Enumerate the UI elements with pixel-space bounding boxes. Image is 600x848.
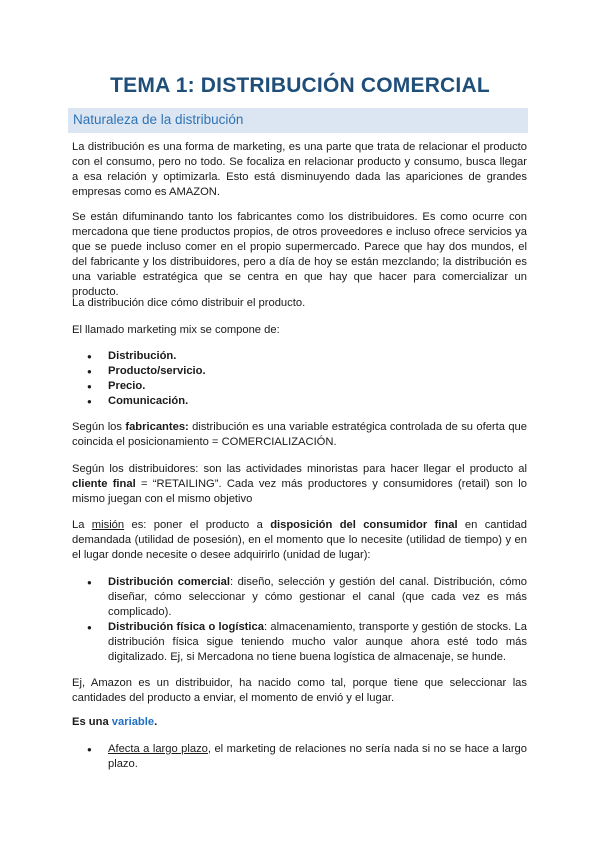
list-item: ● Distribución física o logística: almacenamiento, transporte y gestión de stocks. La distribución física sigue teniendo mucho valor aunque ahora esté todo más digitalizado. Ej, si Mercadona no tiene buena logística de almacenaje, se hunde. [72, 620, 527, 665]
list-item: ● Comunicación. [72, 394, 527, 409]
marketing-mix-list [72, 349, 527, 409]
variable-list [72, 742, 527, 772]
list-item: ● Producto/servicio. [72, 364, 527, 379]
paragraph-3: La distribución dice cómo distribuir el producto. [72, 297, 306, 309]
list-item: ● Distribución comercial: diseño, selección y gestión del canal. Distribución, cómo diseñar, cómo seleccionar y cómo gestionar el canal (que cada vez es más complicado). [72, 575, 527, 620]
paragraph-2: Se están difuminando tanto los fabricantes como los distribuidores. Es como ocurre con mercadona que tiene productos propios, de otros proveedores e incluso ofrece servicios ya que se puede incluso comer en el propio supermercado. Parece que hay dos mundos, el del fabricante y los distribuidores, pero a día de hoy se están mezclando; la distribución es una variable estratégica que se centra en que hay que hacer para comercializar un producto. [72, 211, 527, 298]
paragraph-variable: Es una variable. [72, 716, 158, 728]
paragraph-distribuidores: Según los distribuidores: son las actividades minoristas para hacer llegar el producto al cliente final = “RETAILING”. Cada vez más productores y consumidores (retail) son lo mismo juegan con el mismo objetivo [72, 463, 527, 505]
section-heading-bar [68, 108, 528, 133]
paragraph-1: La distribución es una forma de marketing, es una parte que trata de relacionar el producto con el consumo, pero no todo. Se focaliza en relacionar producto y consumo, busca llegar a esa relación y optimizarla. Esto está disminuyendo dada las apariciones de grandes empresas como es AMAZON. [72, 141, 527, 198]
list-item: ● Afecta a largo plazo, el marketing de relaciones no sería nada si no se hace a largo plazo. [72, 742, 527, 772]
distribution-types-list [72, 575, 527, 665]
paragraph-amazon: Ej, Amazon es un distribuidor, ha nacido como tal, porque tiene que seleccionar las cantidades del producto a enviar, el momento de envió y el lugar. [72, 677, 527, 704]
section-heading: Naturaleza de la distribución [73, 112, 244, 127]
paragraph-mision: La misión es: poner el producto a disposición del consumidor final en cantidad demandada (utilidad de posesión), en el momento que lo necesite (utilidad de tiempo) y en el lugar donde necesite o desee adquirirlo (unidad de lugar): [72, 519, 527, 561]
list-item: ● Distribución. [72, 349, 527, 364]
document-title: TEMA 1: DISTRIBUCIÓN COMERCIAL [110, 74, 490, 97]
paragraph-4: El llamado marketing mix se compone de: [72, 324, 280, 336]
list-item: ● Precio. [72, 379, 527, 394]
paragraph-fabricantes: Según los fabricantes: distribución es una variable estratégica controlada de su oferta que coincida el posicionamiento = COMERCIALIZACIÓN. [72, 421, 527, 448]
